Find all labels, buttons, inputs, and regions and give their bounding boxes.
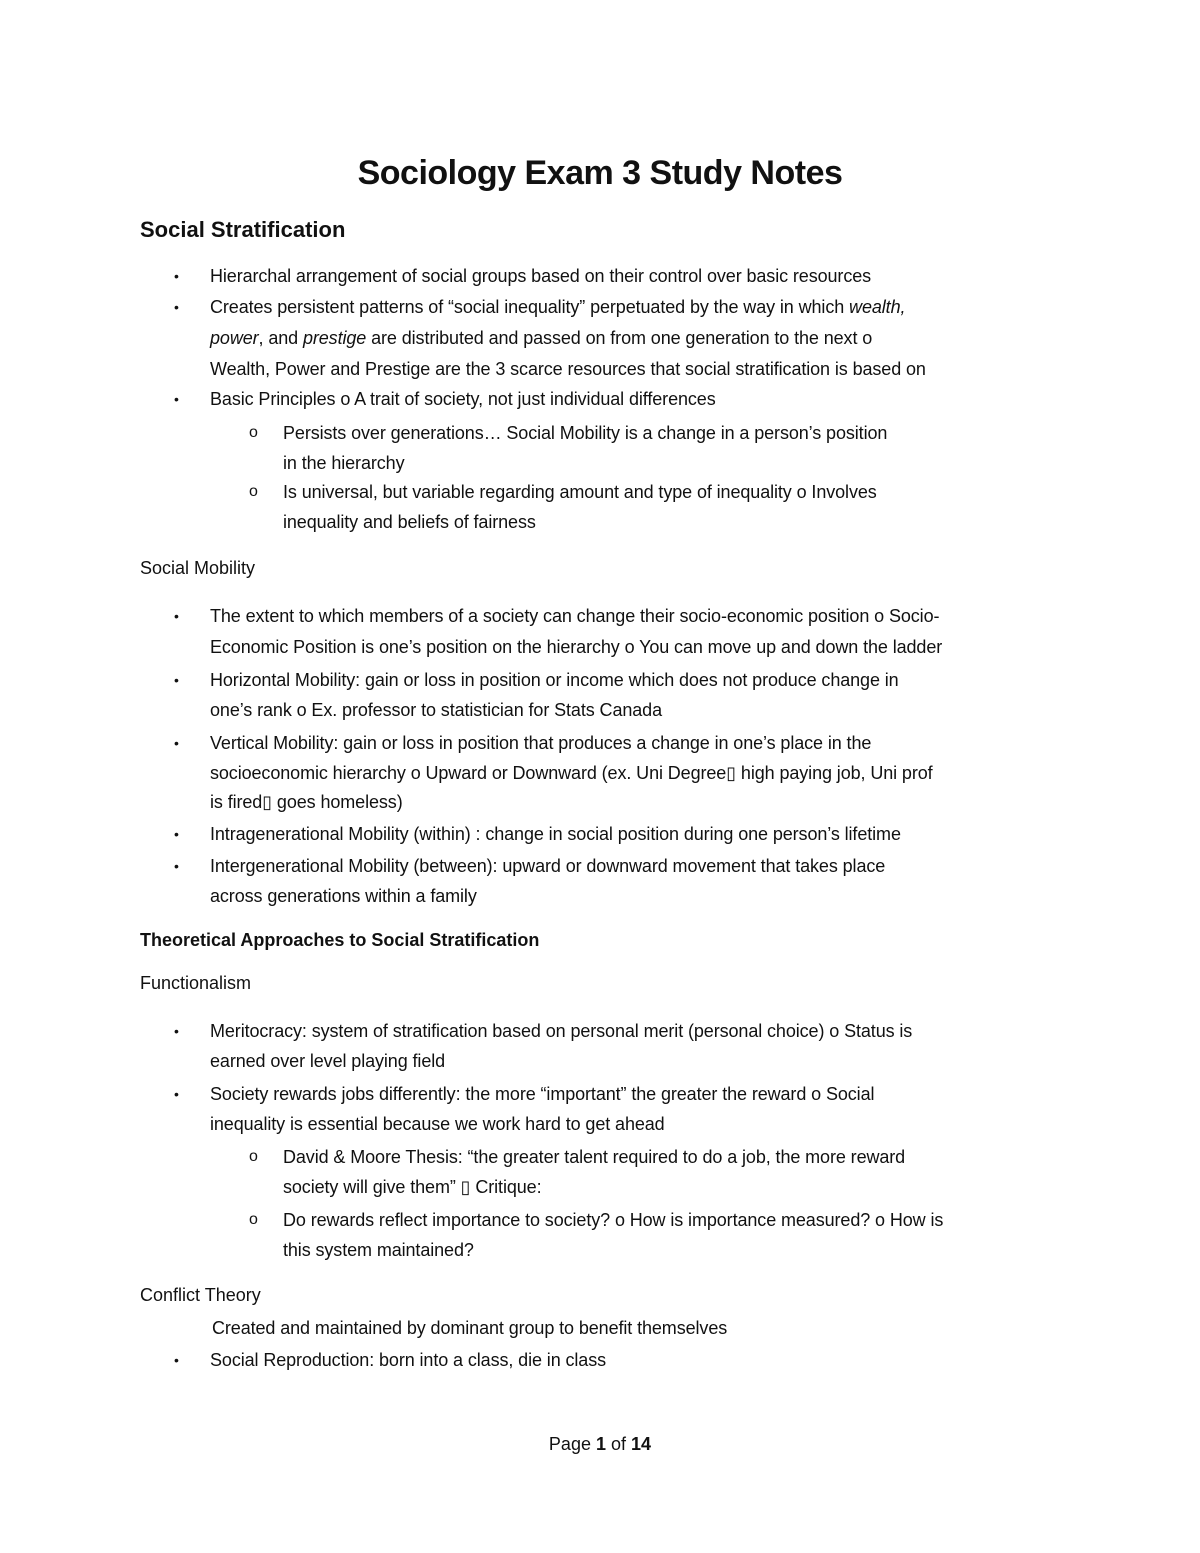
list-item: Social Reproduction: born into a class, die in class xyxy=(210,1350,607,1370)
list-item: Society rewards jobs differently: the more “important” the greater the reward o Social xyxy=(210,1084,875,1104)
bullet-icon: • xyxy=(174,826,179,842)
bullet-icon: • xyxy=(174,1023,179,1039)
sub-list-item: Is universal, but variable regarding amount and type of inequality o Involves xyxy=(283,482,877,502)
list-item-continuation: across generations within a family xyxy=(210,886,477,906)
bullet-icon: • xyxy=(174,608,179,624)
sub-list-item-continuation: society will give them” ▯ Critique: xyxy=(283,1177,542,1197)
list-item: Horizontal Mobility: gain or loss in position or income which does not produce change in xyxy=(210,670,899,690)
sub-bullet-icon: o xyxy=(249,1148,258,1165)
sub-list-item-continuation: this system maintained? xyxy=(283,1240,474,1260)
page-total: 14 xyxy=(631,1434,652,1454)
list-item-continuation: earned over level playing field xyxy=(210,1051,446,1071)
list-item: Vertical Mobility: gain or loss in position that produces a change in one’s place in the xyxy=(210,733,872,753)
list-item-continuation: power, and prestige are distributed and passed on from one generation to the next o xyxy=(210,328,873,348)
of-word: of xyxy=(611,1434,627,1454)
list-item: Intergenerational Mobility (between): upward or downward movement that takes place xyxy=(210,856,886,876)
page-title: Sociology Exam 3 Study Notes xyxy=(357,154,843,192)
subheading-social-mobility: Social Mobility xyxy=(140,558,256,578)
list-item: Hierarchal arrangement of social groups based on their control over basic resources xyxy=(210,266,872,286)
sub-list-item: David & Moore Thesis: “the greater talent required to do a job, the more reward xyxy=(283,1147,906,1167)
page-number-footer xyxy=(0,1432,1200,1456)
sub-list-item-continuation: inequality and beliefs of fairness xyxy=(283,512,536,532)
list-item-continuation: one’s rank o Ex. professor to statistician for Stats Canada xyxy=(210,700,663,720)
sub-bullet-icon: o xyxy=(249,424,258,441)
list-item-continuation: Economic Position is one’s position on the hierarchy o You can move up and down the ladder xyxy=(210,637,943,657)
sub-list-item: Do rewards reflect importance to society? o How is importance measured? o How is xyxy=(283,1210,944,1230)
bullet-icon: • xyxy=(174,672,179,688)
list-item-continuation: Wealth, Power and Prestige are the 3 scarce resources that social stratification is based on xyxy=(210,359,926,379)
paragraph: Created and maintained by dominant group to benefit themselves xyxy=(212,1318,728,1338)
bullet-icon: • xyxy=(174,858,179,874)
section-heading-social-stratification: Social Stratification xyxy=(140,217,346,242)
list-item-continuation: is fired▯ goes homeless) xyxy=(210,792,403,812)
page-number: 1 xyxy=(595,1434,606,1454)
sub-list-item: Persists over generations… Social Mobility is a change in a person’s position xyxy=(283,423,888,443)
bullet-icon: • xyxy=(174,391,179,407)
section-heading-theoretical-approaches: Theoretical Approaches to Social Stratification xyxy=(140,930,540,950)
list-item: Basic Principles o A trait of society, not just individual differences xyxy=(210,389,716,409)
list-item: Meritocracy: system of stratification based on personal merit (personal choice) o Status is xyxy=(210,1021,913,1041)
list-item: Intragenerational Mobility (within) : change in social position during one person’s lifetime xyxy=(210,824,901,844)
sub-bullet-icon: o xyxy=(249,1211,258,1228)
page-word: Page xyxy=(548,1434,591,1454)
list-item: The extent to which members of a society can change their socio-economic position o Socio- xyxy=(210,606,940,626)
bullet-icon: • xyxy=(174,1086,179,1102)
list-item: Creates persistent patterns of “social inequality” perpetuated by the way in which wealth, xyxy=(210,297,906,317)
bullet-icon: • xyxy=(174,299,179,315)
list-item-continuation: socioeconomic hierarchy o Upward or Downward (ex. Uni Degree▯ high paying job, Uni prof xyxy=(210,763,933,783)
subheading-functionalism: Functionalism xyxy=(140,973,252,993)
bullet-icon: • xyxy=(174,268,179,284)
bullet-icon: • xyxy=(174,735,179,751)
sub-list-item-continuation: in the hierarchy xyxy=(283,453,405,473)
list-item-continuation: inequality is essential because we work hard to get ahead xyxy=(210,1114,665,1134)
bullet-icon: • xyxy=(174,1352,179,1368)
sub-bullet-icon: o xyxy=(249,483,258,500)
subheading-conflict-theory: Conflict Theory xyxy=(140,1285,261,1305)
